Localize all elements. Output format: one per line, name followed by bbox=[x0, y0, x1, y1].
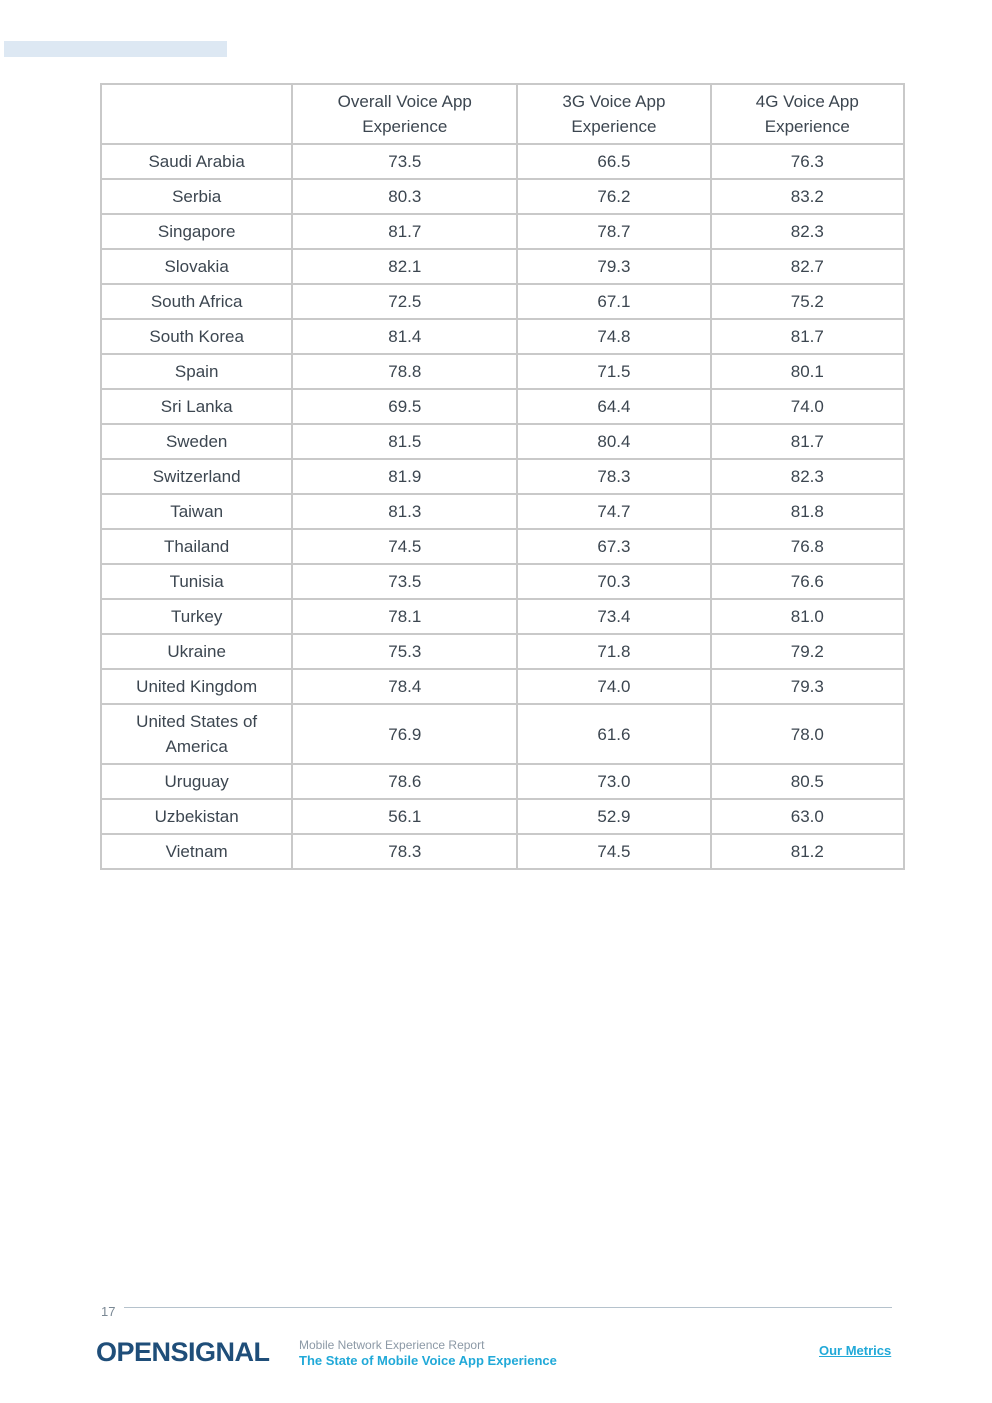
table-row bbox=[101, 284, 904, 319]
cell-4g: 79.2 bbox=[711, 634, 904, 669]
table-row bbox=[101, 144, 904, 179]
cell-overall: 78.1 bbox=[292, 599, 517, 634]
cell-3g: 71.5 bbox=[517, 354, 710, 389]
page-number: 17 bbox=[101, 1304, 116, 1319]
header-3g: 3G Voice App Experience bbox=[517, 84, 710, 144]
table-row bbox=[101, 634, 904, 669]
cell-country: Switzerland bbox=[101, 459, 292, 494]
cell-overall: 72.5 bbox=[292, 284, 517, 319]
cell-country: Ukraine bbox=[101, 634, 292, 669]
cell-3g: 78.7 bbox=[517, 214, 710, 249]
cell-country: Slovakia bbox=[101, 249, 292, 284]
cell-3g: 74.0 bbox=[517, 669, 710, 704]
cell-4g: 81.2 bbox=[711, 834, 904, 869]
cell-3g: 73.0 bbox=[517, 764, 710, 799]
cell-country: Vietnam bbox=[101, 834, 292, 869]
cell-country: Uruguay bbox=[101, 764, 292, 799]
table-row bbox=[101, 424, 904, 459]
cell-4g: 76.8 bbox=[711, 529, 904, 564]
cell-overall: 75.3 bbox=[292, 634, 517, 669]
cell-4g: 82.7 bbox=[711, 249, 904, 284]
cell-country: South Korea bbox=[101, 319, 292, 354]
cell-country: Thailand bbox=[101, 529, 292, 564]
cell-overall: 81.7 bbox=[292, 214, 517, 249]
table-row bbox=[101, 764, 904, 799]
cell-country: United States of America bbox=[101, 704, 292, 764]
cell-country: Taiwan bbox=[101, 494, 292, 529]
cell-3g: 80.4 bbox=[517, 424, 710, 459]
cell-4g: 74.0 bbox=[711, 389, 904, 424]
table-row bbox=[101, 834, 904, 869]
table-row bbox=[101, 704, 904, 764]
cell-4g: 63.0 bbox=[711, 799, 904, 834]
cell-4g: 75.2 bbox=[711, 284, 904, 319]
header-4g: 4G Voice App Experience bbox=[711, 84, 904, 144]
cell-4g: 81.7 bbox=[711, 424, 904, 459]
cell-4g: 76.6 bbox=[711, 564, 904, 599]
voice-app-experience-table bbox=[100, 83, 905, 870]
table-row bbox=[101, 599, 904, 634]
cell-3g: 74.7 bbox=[517, 494, 710, 529]
cell-4g: 76.3 bbox=[711, 144, 904, 179]
cell-country: Singapore bbox=[101, 214, 292, 249]
cell-overall: 78.4 bbox=[292, 669, 517, 704]
cell-3g: 67.3 bbox=[517, 529, 710, 564]
cell-3g: 78.3 bbox=[517, 459, 710, 494]
cell-country: Uzbekistan bbox=[101, 799, 292, 834]
cell-overall: 78.3 bbox=[292, 834, 517, 869]
table-row bbox=[101, 354, 904, 389]
cell-4g: 80.5 bbox=[711, 764, 904, 799]
report-title: The State of Mobile Voice App Experience bbox=[299, 1353, 557, 1368]
table-body bbox=[101, 144, 904, 869]
cell-country: Tunisia bbox=[101, 564, 292, 599]
footer-divider bbox=[124, 1307, 892, 1308]
cell-overall: 74.5 bbox=[292, 529, 517, 564]
cell-overall: 56.1 bbox=[292, 799, 517, 834]
cell-3g: 74.5 bbox=[517, 834, 710, 869]
cell-4g: 81.0 bbox=[711, 599, 904, 634]
cell-3g: 67.1 bbox=[517, 284, 710, 319]
cell-overall: 80.3 bbox=[292, 179, 517, 214]
cell-4g: 82.3 bbox=[711, 214, 904, 249]
cell-4g: 80.1 bbox=[711, 354, 904, 389]
cell-country: Sri Lanka bbox=[101, 389, 292, 424]
cell-overall: 78.6 bbox=[292, 764, 517, 799]
table-row bbox=[101, 564, 904, 599]
cell-overall: 81.5 bbox=[292, 424, 517, 459]
table-row bbox=[101, 214, 904, 249]
cell-4g: 81.8 bbox=[711, 494, 904, 529]
cell-4g: 79.3 bbox=[711, 669, 904, 704]
cell-3g: 61.6 bbox=[517, 704, 710, 764]
table-row bbox=[101, 389, 904, 424]
cell-3g: 52.9 bbox=[517, 799, 710, 834]
cell-overall: 78.8 bbox=[292, 354, 517, 389]
table-row bbox=[101, 494, 904, 529]
table-row bbox=[101, 529, 904, 564]
cell-3g: 73.4 bbox=[517, 599, 710, 634]
table-row bbox=[101, 799, 904, 834]
cell-3g: 70.3 bbox=[517, 564, 710, 599]
cell-3g: 74.8 bbox=[517, 319, 710, 354]
cell-country: Sweden bbox=[101, 424, 292, 459]
cell-overall: 81.3 bbox=[292, 494, 517, 529]
header-highlight-bar bbox=[4, 41, 227, 57]
opensignal-logo bbox=[96, 1335, 282, 1369]
table-header-row bbox=[101, 84, 904, 144]
cell-4g: 78.0 bbox=[711, 704, 904, 764]
header-country bbox=[101, 84, 292, 144]
cell-3g: 71.8 bbox=[517, 634, 710, 669]
cell-country: Spain bbox=[101, 354, 292, 389]
our-metrics-link[interactable]: Our Metrics bbox=[819, 1343, 892, 1358]
cell-3g: 79.3 bbox=[517, 249, 710, 284]
cell-overall: 81.9 bbox=[292, 459, 517, 494]
table-row bbox=[101, 249, 904, 284]
table-row bbox=[101, 669, 904, 704]
cell-4g: 82.3 bbox=[711, 459, 904, 494]
cell-overall: 82.1 bbox=[292, 249, 517, 284]
cell-overall: 76.9 bbox=[292, 704, 517, 764]
cell-4g: 83.2 bbox=[711, 179, 904, 214]
header-overall: Overall Voice App Experience bbox=[292, 84, 517, 144]
cell-overall: 81.4 bbox=[292, 319, 517, 354]
table-row bbox=[101, 459, 904, 494]
table-row bbox=[101, 179, 904, 214]
table-row bbox=[101, 319, 904, 354]
cell-4g: 81.7 bbox=[711, 319, 904, 354]
cell-overall: 69.5 bbox=[292, 389, 517, 424]
cell-3g: 66.5 bbox=[517, 144, 710, 179]
logo-wordmark: OPENSIGNAL bbox=[96, 1337, 270, 1367]
cell-country: United Kingdom bbox=[101, 669, 292, 704]
cell-overall: 73.5 bbox=[292, 564, 517, 599]
cell-country: Serbia bbox=[101, 179, 292, 214]
cell-country: Turkey bbox=[101, 599, 292, 634]
cell-3g: 76.2 bbox=[517, 179, 710, 214]
cell-overall: 73.5 bbox=[292, 144, 517, 179]
cell-country: South Africa bbox=[101, 284, 292, 319]
cell-country: Saudi Arabia bbox=[101, 144, 292, 179]
report-subtitle: Mobile Network Experience Report bbox=[299, 1338, 485, 1352]
cell-3g: 64.4 bbox=[517, 389, 710, 424]
